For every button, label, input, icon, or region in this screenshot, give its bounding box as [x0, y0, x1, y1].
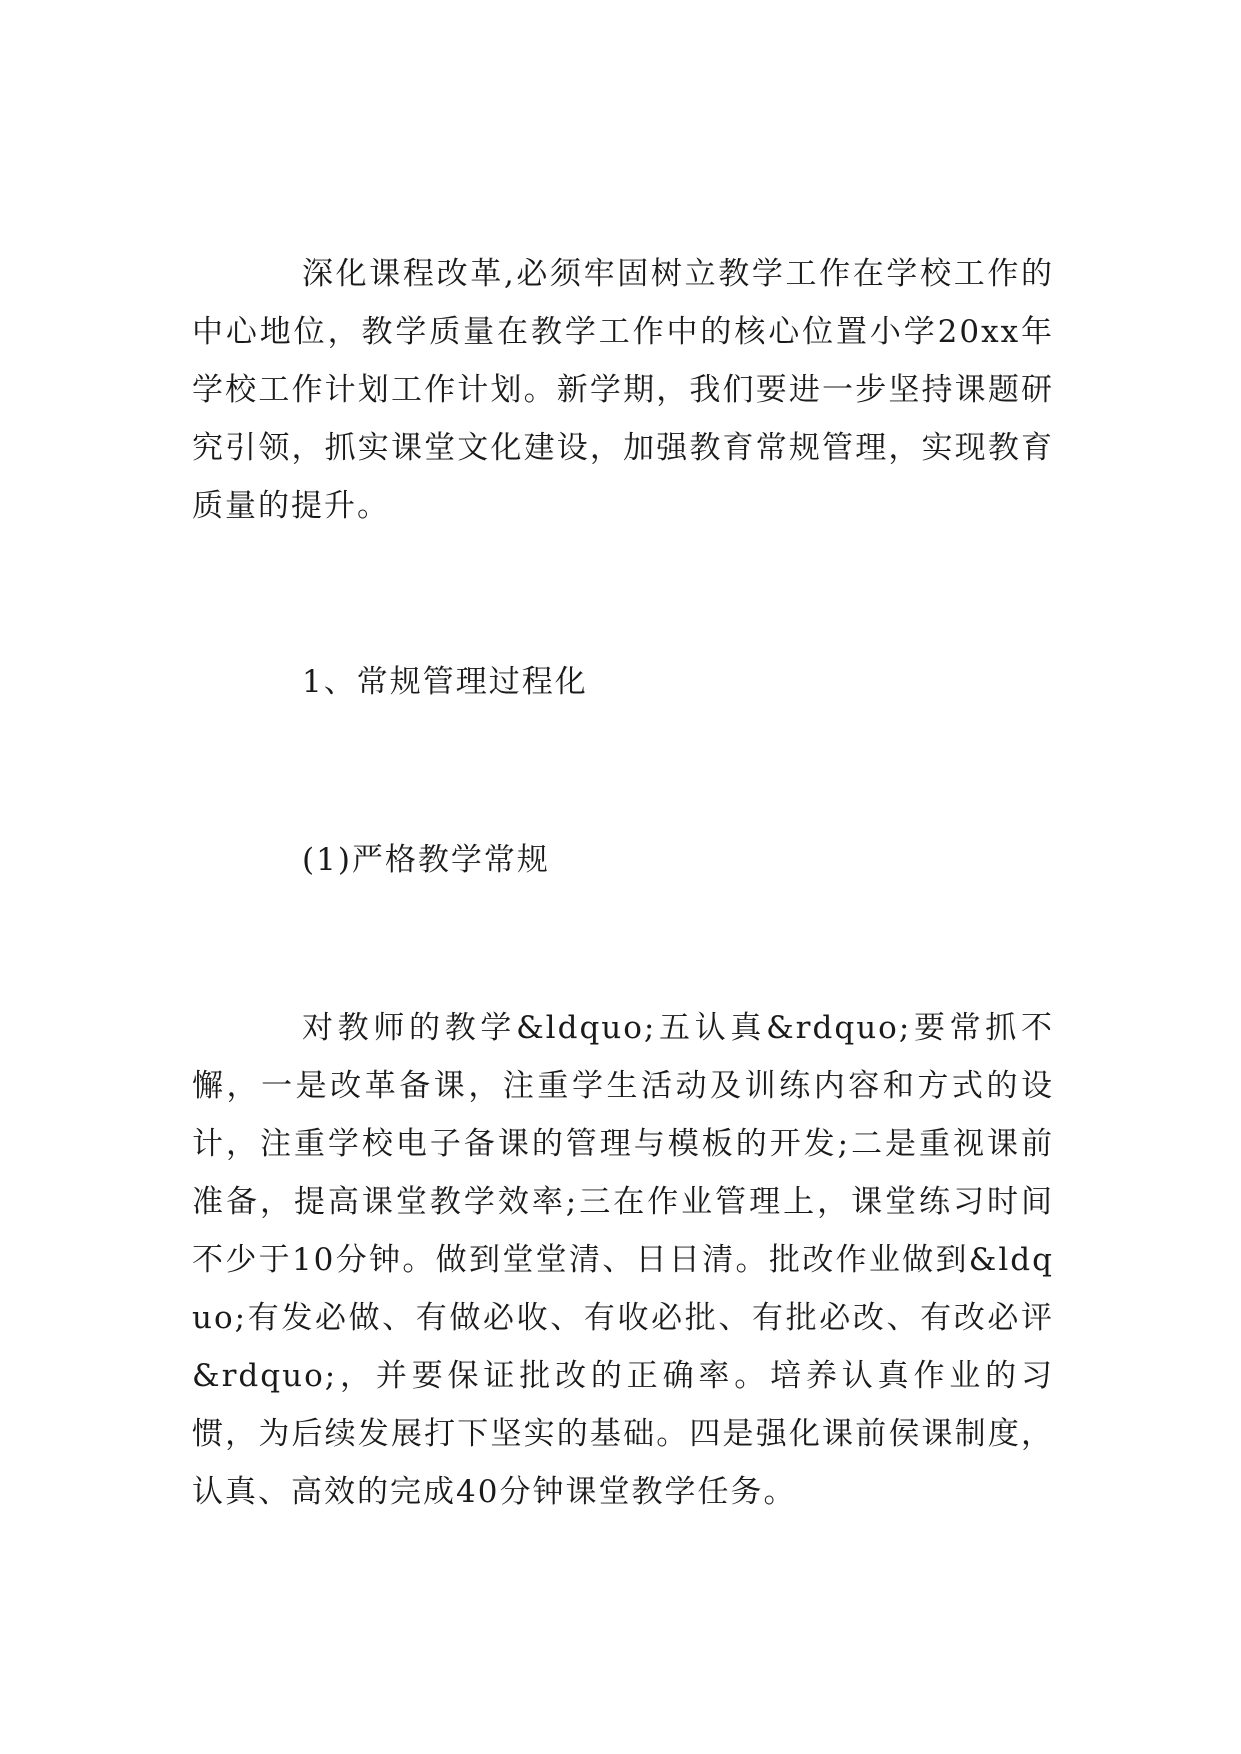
intro-paragraph: 深化课程改革,必须牢固树立教学工作在学校工作的中心地位，教学质量在教学工作中的核心位置小学20xx年学校工作计划工作计划。新学期，我们要进一步坚持课题研究引领，抓实课堂文化建设，加强教育常规管理，实现教育质量的提升。	[192, 256, 1054, 524]
section-heading: 1、常规管理过程化	[302, 664, 588, 700]
subsection-heading: (1)严格教学常规	[302, 842, 550, 878]
body-paragraph: 对教师的教学&ldquo;五认真&rdquo;要常抓不懈，一是改革备课，注重学生活动及训练内容和方式的设计，注重学校电子备课的管理与模板的开发;二是重视课前准备，提高课堂教学效率;三在作业管理上，课堂练习时间不少于10分钟。做到堂堂清、日日清。批改作业做到&ldquo;有发必做、有做必收、有收必批、有批必改、有改必评&rdquo;，并要保证批改的正确率。培养认真作业的习惯，为后续发展打下坚实的基础。四是强化课前侯课制度，认真、高效的完成40分钟课堂教学任务。	[192, 1010, 1054, 1510]
